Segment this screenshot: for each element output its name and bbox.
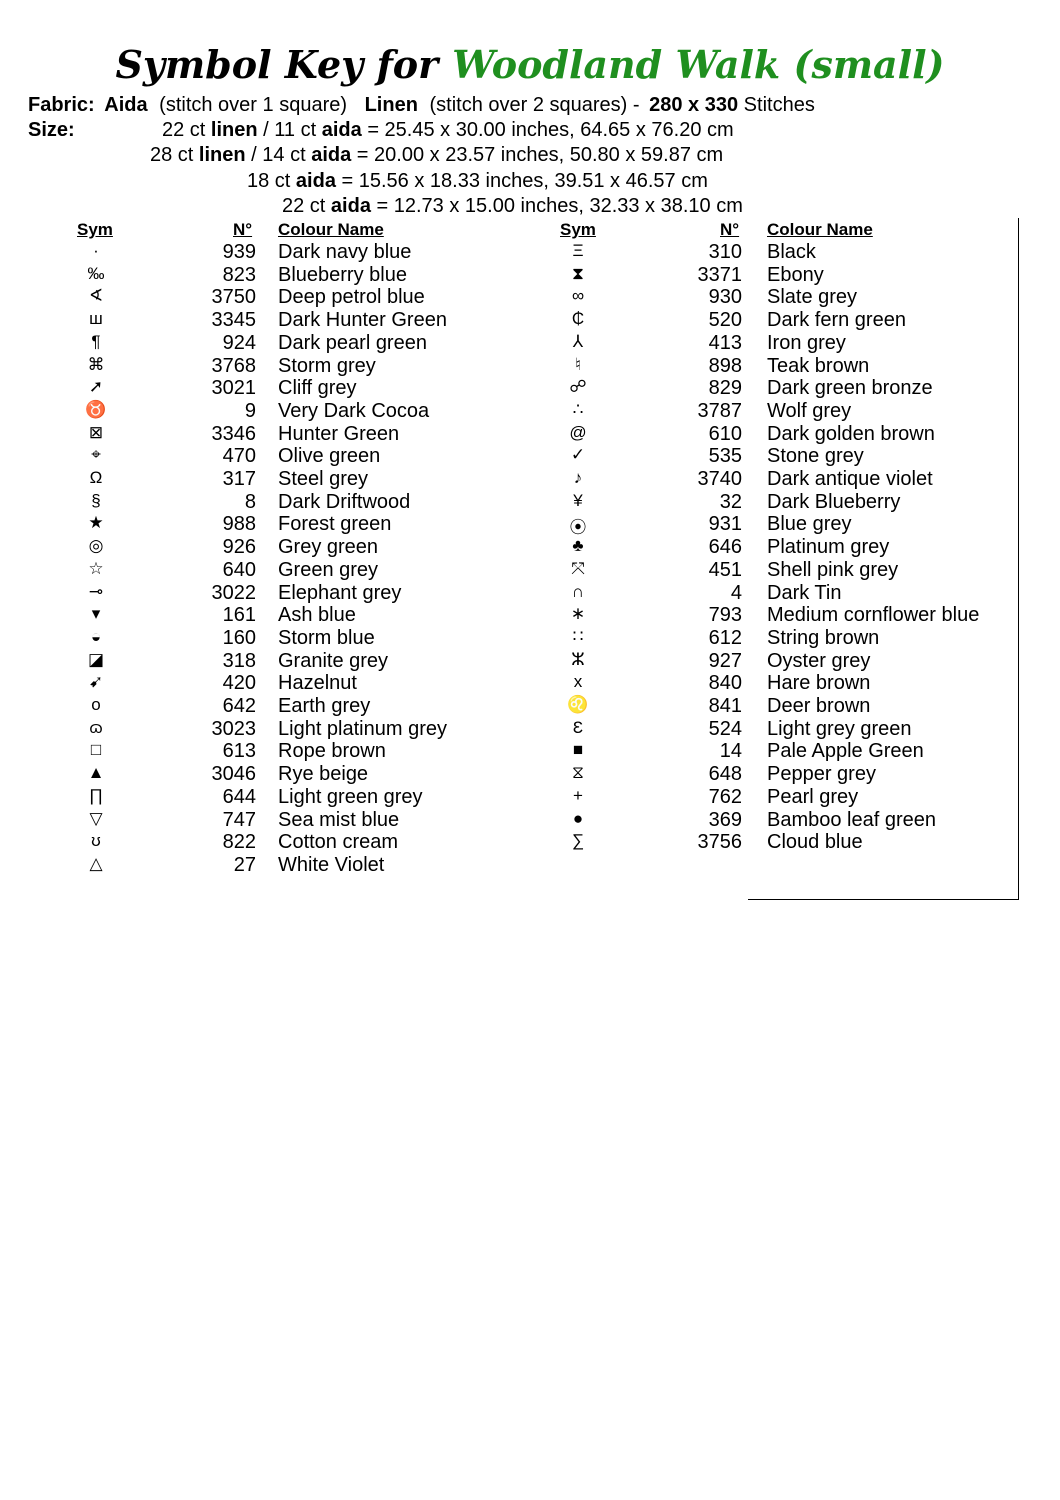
thread-number: 898 — [708, 354, 742, 377]
size-ct-alt: / 14 ct — [251, 144, 306, 166]
title-pattern-name: Woodland Walk (small) — [452, 42, 945, 87]
key-row — [0, 627, 1060, 649]
key-row — [0, 468, 1060, 490]
thread-number: 161 — [222, 604, 256, 627]
thread-number: 451 — [708, 558, 742, 581]
colour-name: Dark pearl green — [278, 331, 427, 354]
key-row — [0, 309, 1060, 331]
key-row — [0, 650, 1060, 672]
key-row — [0, 423, 1060, 445]
colour-name: Stone grey — [767, 445, 864, 468]
size-ct: 22 ct — [282, 195, 326, 217]
key-row — [0, 377, 1060, 399]
colour-name: Pepper grey — [767, 763, 876, 786]
colour-name: Blueberry blue — [278, 263, 407, 286]
thread-number: 3346 — [211, 422, 256, 445]
stitch-symbol: ▾ — [91, 604, 101, 624]
colour-name: Deer brown — [767, 695, 871, 717]
thread-number: 610 — [708, 422, 742, 445]
size-line — [282, 195, 743, 218]
header-num: N° — [233, 220, 253, 239]
thread-number: 927 — [708, 649, 742, 672]
colour-name: Slate grey — [767, 286, 858, 309]
stitch-symbol: ʊ — [91, 831, 101, 851]
colour-name: Storm blue — [278, 626, 375, 649]
stitch-symbol: ■ — [572, 740, 584, 760]
colour-name: Hunter Green — [278, 422, 400, 445]
fabric-linen-note: (stitch over 2 squares) - — [429, 94, 640, 116]
colour-name: Dark Driftwood — [278, 490, 411, 513]
colour-name: Rye beige — [278, 763, 369, 786]
thread-number: 988 — [222, 513, 256, 536]
colour-name: String brown — [767, 626, 880, 649]
key-row — [0, 332, 1060, 354]
key-row — [0, 604, 1060, 626]
size-dimensions: = 20.00 x 23.57 inches, 50.80 x 59.87 cm — [356, 144, 724, 166]
size-fabric: linen — [210, 119, 258, 141]
key-row — [0, 831, 1060, 853]
colour-name: Ash blue — [278, 604, 356, 627]
thread-number: 3371 — [697, 263, 742, 286]
thread-number: 926 — [222, 536, 256, 559]
colour-name: Cotton cream — [278, 831, 399, 854]
size-line — [162, 119, 734, 142]
thread-number: 3023 — [211, 717, 256, 740]
stitch-symbol: ‰ — [87, 263, 105, 283]
stitch-symbol: □ — [90, 740, 102, 760]
fabric-label: Fabric: — [28, 94, 95, 116]
thread-number: 420 — [222, 672, 256, 695]
stitch-symbol: ∷ — [572, 626, 584, 646]
colour-name: Black — [767, 241, 816, 263]
key-row — [0, 355, 1060, 377]
thread-number: 470 — [222, 445, 256, 468]
thread-number: 648 — [708, 763, 742, 786]
header-colour-name: Colour Name — [767, 220, 873, 239]
thread-number: 612 — [708, 626, 742, 649]
colour-name: Bamboo leaf green — [767, 808, 937, 831]
colour-name: Oyster grey — [767, 649, 871, 672]
stitch-symbol: ◒ — [90, 626, 102, 646]
thread-number: 823 — [222, 263, 256, 286]
stitch-symbol: ◪ — [87, 649, 105, 669]
stitch-unit: Stitches — [743, 94, 815, 116]
stitch-count: 280 x 330 — [649, 94, 739, 116]
thread-number: 4 — [730, 581, 742, 604]
bottom-border-line — [748, 899, 1019, 900]
stitch-symbol: ∑ — [571, 831, 585, 851]
thread-number: 613 — [222, 740, 256, 763]
stitch-symbol: ⊠ — [88, 422, 104, 442]
stitch-symbol: ♪ — [573, 468, 583, 487]
key-row — [0, 582, 1060, 604]
thread-number: 3768 — [211, 354, 256, 377]
stitch-symbol: o — [91, 695, 101, 714]
stitch-symbol: ◎ — [88, 536, 104, 556]
thread-number: 829 — [708, 377, 742, 400]
stitch-symbol: ⅄ — [572, 331, 584, 351]
stitch-symbol: ⧗ — [572, 263, 584, 283]
page-title — [0, 42, 1060, 87]
size-fabric-alt: aida — [321, 119, 362, 141]
stitch-symbol: ⌘ — [87, 354, 105, 374]
colour-name: Forest green — [278, 513, 392, 536]
stitch-symbol: @ — [569, 422, 587, 442]
thread-number: 369 — [708, 808, 742, 831]
right-border-line — [1018, 218, 1019, 900]
colour-name: Light grey green — [767, 717, 912, 740]
key-row — [0, 763, 1060, 785]
size-ct-alt: / 11 ct — [263, 119, 317, 141]
thread-number: 642 — [222, 695, 256, 717]
stitch-symbol: ⊸ — [88, 581, 104, 601]
stitch-symbol: ⤧ — [571, 558, 585, 578]
stitch-symbol: ▽ — [89, 808, 103, 828]
thread-number: 32 — [719, 490, 742, 513]
size-dimensions: = 25.45 x 30.00 inches, 64.65 x 76.20 cm — [367, 119, 734, 141]
thread-number: 924 — [222, 331, 256, 354]
thread-number: 930 — [708, 286, 742, 309]
thread-number: 3740 — [697, 468, 742, 490]
colour-name: Steel grey — [278, 468, 369, 490]
key-row — [0, 809, 1060, 831]
thread-number: 535 — [708, 445, 742, 468]
colour-name: Light platinum grey — [278, 717, 447, 740]
size-label: Size: — [28, 119, 75, 141]
colour-name: Dark antique violet — [767, 468, 933, 490]
key-row — [0, 445, 1060, 467]
stitch-symbol: ▲ — [87, 763, 105, 783]
colour-name: Storm grey — [278, 354, 376, 377]
thread-number: 939 — [222, 241, 256, 263]
thread-number: 3756 — [697, 831, 742, 854]
thread-number: 840 — [708, 672, 742, 695]
thread-number: 3046 — [211, 763, 256, 786]
stitch-symbol: ☆ — [88, 558, 104, 578]
thread-number: 3787 — [697, 399, 742, 422]
thread-number: 27 — [233, 853, 256, 876]
thread-number: 520 — [708, 309, 742, 332]
colour-name: Teak brown — [767, 354, 870, 377]
stitch-symbol: Ξ — [572, 241, 584, 260]
thread-number: 317 — [222, 468, 256, 490]
stitch-symbol: Ω — [89, 468, 103, 487]
fabric-line — [28, 94, 815, 117]
stitch-symbol: ✓ — [570, 445, 586, 465]
thread-number: 3345 — [211, 309, 256, 332]
size-fabric: aida — [295, 170, 336, 192]
thread-number: 310 — [708, 241, 742, 263]
stitch-symbol: ⌖ — [91, 445, 101, 465]
colour-name: Green grey — [278, 558, 379, 581]
stitch-symbol: ∗ — [570, 604, 586, 624]
fabric-aida-note: (stitch over 1 square) — [159, 94, 348, 116]
key-row — [0, 491, 1060, 513]
stitch-symbol: ➚ — [88, 377, 104, 397]
stitch-symbol: ⦿ — [569, 518, 587, 538]
key-row — [0, 400, 1060, 422]
size-fabric: aida — [330, 195, 371, 217]
thread-number: 822 — [222, 831, 256, 854]
stitch-symbol: ★ — [88, 513, 104, 533]
thread-number: 14 — [719, 740, 742, 763]
size-line — [247, 170, 708, 193]
thread-number: 3750 — [211, 286, 256, 309]
thread-number: 3021 — [211, 377, 256, 400]
colour-name: Very Dark Cocoa — [278, 399, 430, 422]
key-row — [0, 786, 1060, 808]
size-fabric: linen — [198, 144, 246, 166]
thread-number: 640 — [222, 558, 256, 581]
stitch-symbol: ∴ — [572, 399, 584, 419]
thread-number: 524 — [708, 717, 742, 740]
colour-name: Iron grey — [767, 331, 846, 354]
thread-number: 762 — [708, 785, 742, 808]
colour-name: Hazelnut — [278, 672, 357, 695]
size-ct: 22 ct — [162, 119, 206, 141]
thread-number: 318 — [222, 649, 256, 672]
colour-name: Shell pink grey — [767, 558, 899, 581]
thread-number: 8 — [244, 490, 256, 513]
colour-name: Hare brown — [767, 672, 871, 695]
stitch-symbol: ⧖ — [572, 763, 584, 783]
size-ct: 18 ct — [247, 170, 291, 192]
key-row — [0, 264, 1060, 286]
key-row — [0, 536, 1060, 558]
stitch-symbol: ♌ — [567, 695, 589, 714]
thread-number: 9 — [244, 399, 256, 422]
colour-name: Earth grey — [278, 695, 371, 717]
stitch-symbol: ∢ — [88, 286, 104, 306]
colour-name: Wolf grey — [767, 399, 852, 422]
thread-number: 931 — [708, 513, 742, 536]
colour-name: Platinum grey — [767, 536, 890, 559]
stitch-symbol: · — [93, 241, 99, 260]
colour-name: Grey green — [278, 536, 379, 559]
key-row — [0, 241, 1060, 263]
key-row — [0, 854, 1060, 876]
stitch-symbol: △ — [89, 853, 103, 873]
header-sym: Sym — [77, 220, 113, 239]
title-prefix: Symbol Key for — [115, 42, 439, 87]
colour-name: Olive green — [278, 445, 381, 468]
colour-name: Dark Tin — [767, 581, 842, 604]
stitch-symbol: ш — [89, 309, 103, 329]
stitch-symbol: ● — [572, 808, 584, 828]
size-ct: 28 ct — [150, 144, 194, 166]
header-num: N° — [720, 220, 740, 239]
colour-name: Rope brown — [278, 740, 386, 763]
colour-name: Cloud blue — [767, 831, 863, 854]
thread-number: 3022 — [211, 581, 256, 604]
header-sym: Sym — [560, 220, 596, 239]
colour-name: Medium cornflower blue — [767, 604, 980, 627]
key-row — [0, 695, 1060, 717]
size-dimensions: = 15.56 x 18.33 inches, 39.51 x 46.57 cm — [341, 170, 708, 192]
key-row — [0, 559, 1060, 581]
colour-name: Dark navy blue — [278, 241, 412, 263]
thread-number: 793 — [708, 604, 742, 627]
thread-number: 160 — [222, 626, 256, 649]
colour-name: Blue grey — [767, 513, 852, 536]
colour-name: Ebony — [767, 263, 824, 286]
stitch-symbol: ♮ — [574, 354, 582, 374]
stitch-symbol: x — [573, 672, 583, 692]
thread-number: 747 — [222, 808, 256, 831]
colour-name: Granite grey — [278, 649, 389, 672]
size-line — [150, 144, 723, 167]
colour-name: Dark fern green — [767, 309, 906, 332]
stitch-symbol: Ɛ — [572, 717, 584, 737]
colour-name: Pale Apple Green — [767, 740, 924, 763]
colour-name: Dark Hunter Green — [278, 309, 447, 332]
stitch-symbol: ♉ — [85, 399, 107, 419]
size-fabric-alt: aida — [311, 144, 352, 166]
colour-name: Dark green bronze — [767, 377, 933, 400]
key-row — [0, 718, 1060, 740]
thread-number: 841 — [708, 695, 742, 717]
colour-name: Pearl grey — [767, 785, 859, 808]
thread-number: 646 — [708, 536, 742, 559]
stitch-symbol: ☍ — [569, 377, 587, 397]
stitch-symbol: ➹ — [88, 672, 104, 692]
stitch-symbol: ₵ — [571, 309, 585, 329]
stitch-symbol: ∞ — [571, 286, 585, 306]
stitch-symbol: ♣ — [572, 536, 584, 556]
stitch-symbol: ∩ — [571, 581, 585, 601]
colour-name: Cliff grey — [278, 377, 357, 400]
stitch-symbol: ⵣ — [571, 649, 585, 669]
colour-name: Light green grey — [278, 785, 423, 808]
stitch-symbol: ¥ — [573, 490, 583, 510]
key-row — [0, 740, 1060, 762]
colour-name: Dark golden brown — [767, 422, 935, 445]
stitch-symbol: ∏ — [89, 785, 103, 805]
stitch-symbol: § — [91, 490, 101, 510]
stitch-symbol: ɷ — [89, 717, 103, 737]
colour-name: White Violet — [278, 853, 385, 876]
stitch-symbol: + — [573, 785, 583, 805]
colour-name: Sea mist blue — [278, 808, 400, 831]
thread-number: 413 — [708, 331, 742, 354]
header-colour-name: Colour Name — [278, 220, 384, 239]
key-row — [0, 513, 1060, 538]
stitch-symbol: ¶ — [91, 331, 101, 351]
fabric-linen: Linen — [364, 94, 418, 116]
size-dimensions: = 12.73 x 15.00 inches, 32.33 x 38.10 cm — [376, 195, 743, 217]
colour-name: Dark Blueberry — [767, 490, 901, 513]
thread-number: 644 — [222, 785, 256, 808]
key-row — [0, 286, 1060, 308]
colour-name: Deep petrol blue — [278, 286, 425, 309]
fabric-aida: Aida — [104, 94, 148, 116]
key-row — [0, 672, 1060, 694]
colour-name: Elephant grey — [278, 581, 402, 604]
